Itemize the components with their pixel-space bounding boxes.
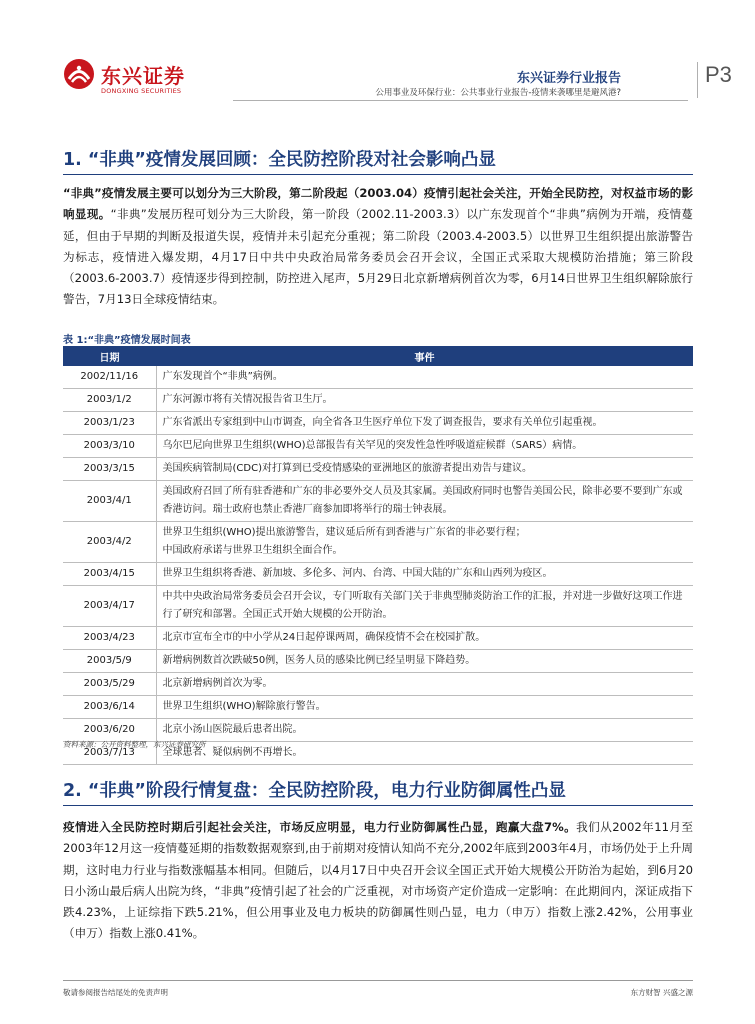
section-2-lead: 疫情进入全民防控时期后引起社会关注，市场反应明显，电力行业防御属性凸显，跑赢大盘7%。 (63, 820, 577, 834)
table-row (63, 563, 693, 586)
table-row (63, 389, 693, 412)
row-event: 北京小汤山医院最后患者出院。 (156, 719, 693, 742)
table-row (63, 627, 693, 650)
section-2-rule (63, 805, 693, 806)
row-event: 广东发现首个“非典”病例。 (156, 366, 693, 389)
row-event: 北京市宣布全市的中小学从24日起停课两周，确保疫情不会在校园扩散。 (156, 627, 693, 650)
section-1-title: 1. “非典”疫情发展回顾：全民防控阶段对社会影响凸显 (63, 150, 496, 170)
row-event: 美国政府召回了所有驻香港和广东的非必要外交人员及其家属。美国政府同时也警告美国公民，除非必要不要到广东或香港访问。瑞士政府也禁止香港厂商参加即将举行的瑞士钟表展。 (156, 481, 693, 522)
table-row (63, 458, 693, 481)
column-header-date: 日期 (63, 346, 156, 366)
row-event: 新增病例数首次跌破50例，医务人员的感染比例已经呈明显下降趋势。 (156, 650, 693, 673)
dongxing-logo-icon (63, 58, 95, 90)
table-row (63, 366, 693, 389)
row-event: 乌尔巴尼向世界卫生组织(WHO)总部报告有关罕见的突发性急性呼吸道症候群（SARS）病情。 (156, 435, 693, 458)
row-date: 2003/4/23 (63, 627, 156, 650)
table-row (63, 412, 693, 435)
page-header (63, 56, 732, 102)
header-divider (233, 100, 688, 101)
table-caption: 表 1:“非典”疫情发展时间表 (63, 335, 191, 346)
row-date: 2003/4/2 (63, 522, 156, 563)
company-logo (63, 56, 203, 102)
table-row (63, 435, 693, 458)
row-event: 中共中央政治局常务委员会召开会议，专门听取有关部门关于非典型肺炎防治工作的汇报，并对进一步做好这项工作进行了研究和部署。全国正式开始大规模的公开防治。 (156, 586, 693, 627)
row-date: 2003/1/23 (63, 412, 156, 435)
section-1-rule (63, 174, 693, 175)
logo-chinese-name: 东兴证券 (101, 64, 185, 88)
table-row (63, 522, 693, 563)
row-date: 2003/7/13 (63, 742, 156, 765)
row-event: 广东省派出专家组到中山市调查，向全省各卫生医疗单位下发了调查报告，要求有关单位引起重视。 (156, 412, 693, 435)
table-row (63, 481, 693, 522)
row-date: 2003/6/14 (63, 696, 156, 719)
table-header-row (63, 346, 693, 366)
row-date: 2003/5/29 (63, 673, 156, 696)
row-event: 美国疾病管制局(CDC)对打算到已受疫情感染的亚洲地区的旅游者提出劝告与建议。 (156, 458, 693, 481)
footer-slogan: 东方财智 兴盛之源 (630, 988, 693, 997)
row-date: 2003/4/1 (63, 481, 156, 522)
table-row (63, 673, 693, 696)
table-row (63, 696, 693, 719)
section-1-paragraph (63, 183, 693, 311)
row-event: 世界卫生组织(WHO)解除旅行警告。 (156, 696, 693, 719)
section-1-body: “非典”发展历程可划分为三大阶段，第一阶段（2002.11-2003.3）以广东发现首个“非典”病例为开端，疫情蔓延，但由于早期的判断及报道失误，疫情并未引起充分重视；第二阶段（2003.4-2003.5）以世界卫生组织提出旅游警告为标志，疫情进入爆发期，4月17日中共中央政治局常务委员会召开会议，全国正式采取大规模防治措施；第三阶段（2003.6-2003.7）疫情逐步得到控制，防控进入尾声，5月29日北京新增病例首次为零，6月14日世界卫生组织解除旅行警告，7月13日全球疫情结束。 (63, 207, 693, 307)
footer-disclaimer: 敬请参阅报告结尾处的免责声明 (63, 988, 168, 997)
row-date: 2003/4/15 (63, 563, 156, 586)
footer-divider (63, 980, 693, 981)
sars-timeline-table (63, 346, 693, 765)
logo-english-name: DONGXING SECURITIES (101, 87, 182, 95)
row-event: 世界卫生组织将香港、新加坡、多伦多、河内、台湾、中国大陆的广东和山西列为疫区。 (156, 563, 693, 586)
section-2-title: 2. “非典”阶段行情复盘：全民防控阶段，电力行业防御属性凸显 (63, 781, 566, 801)
table-row (63, 650, 693, 673)
row-event: 北京新增病例首次为零。 (156, 673, 693, 696)
report-subtitle: 公用事业及环保行业：公共事业行业报告-疫情来袭哪里是避风港? (375, 88, 621, 98)
row-date: 2002/11/16 (63, 366, 156, 389)
section-2-paragraph (63, 817, 693, 945)
table-source: 资料来源：公开资料整理，东兴证券研究所 (63, 740, 206, 749)
row-date: 2003/4/17 (63, 586, 156, 627)
row-date: 2003/3/10 (63, 435, 156, 458)
row-event: 广东河源市将有关情况报告省卫生厅。 (156, 389, 693, 412)
table-row (63, 586, 693, 627)
page-number-divider (697, 62, 698, 98)
report-title: 东兴证券行业报告 (516, 71, 621, 86)
section-2-body: 我们从2002年11月至2003年12月这一疫情蔓延期的指数数据观察到,由于前期对疫情认知尚不充分,2002年底到2003年4月，市场仍处于上升周期，这时电力行业与指数涨幅基本相同。但随后，以4月17日中央召开会议全国正式开始大规模公开防治为起始，到6月20日小汤山最后病人出院为终，“非典”疫情引起了社会的广泛重视，对市场资产定价造成一定影响：在此期间内，深证成指下跌4.23%，上证综指下跌5.21%，但公用事业及电力板块的防御属性则凸显，电力（申万）指数上涨2.42%，公用事业（申万）指数上涨0.41%。 (63, 820, 693, 941)
column-header-event: 事件 (156, 346, 693, 366)
row-date: 2003/6/20 (63, 719, 156, 742)
row-date: 2003/1/2 (63, 389, 156, 412)
section-1-lead: “非典”疫情发展主要可以划分为三大阶段，第二阶段起（2003.04）疫情引起社会关注，开始全民防控，对权益市场的影响显现。 (63, 186, 693, 222)
page-number: P3 (705, 62, 732, 87)
row-event: 世界卫生组织(WHO)提出旅游警告，建议延后所有到香港与广东省的非必要行程； 中国政府承诺与世界卫生组织全面合作。 (156, 522, 693, 563)
row-event: 全球患者、疑似病例不再增长。 (156, 742, 693, 765)
row-date: 2003/3/15 (63, 458, 156, 481)
row-date: 2003/5/9 (63, 650, 156, 673)
